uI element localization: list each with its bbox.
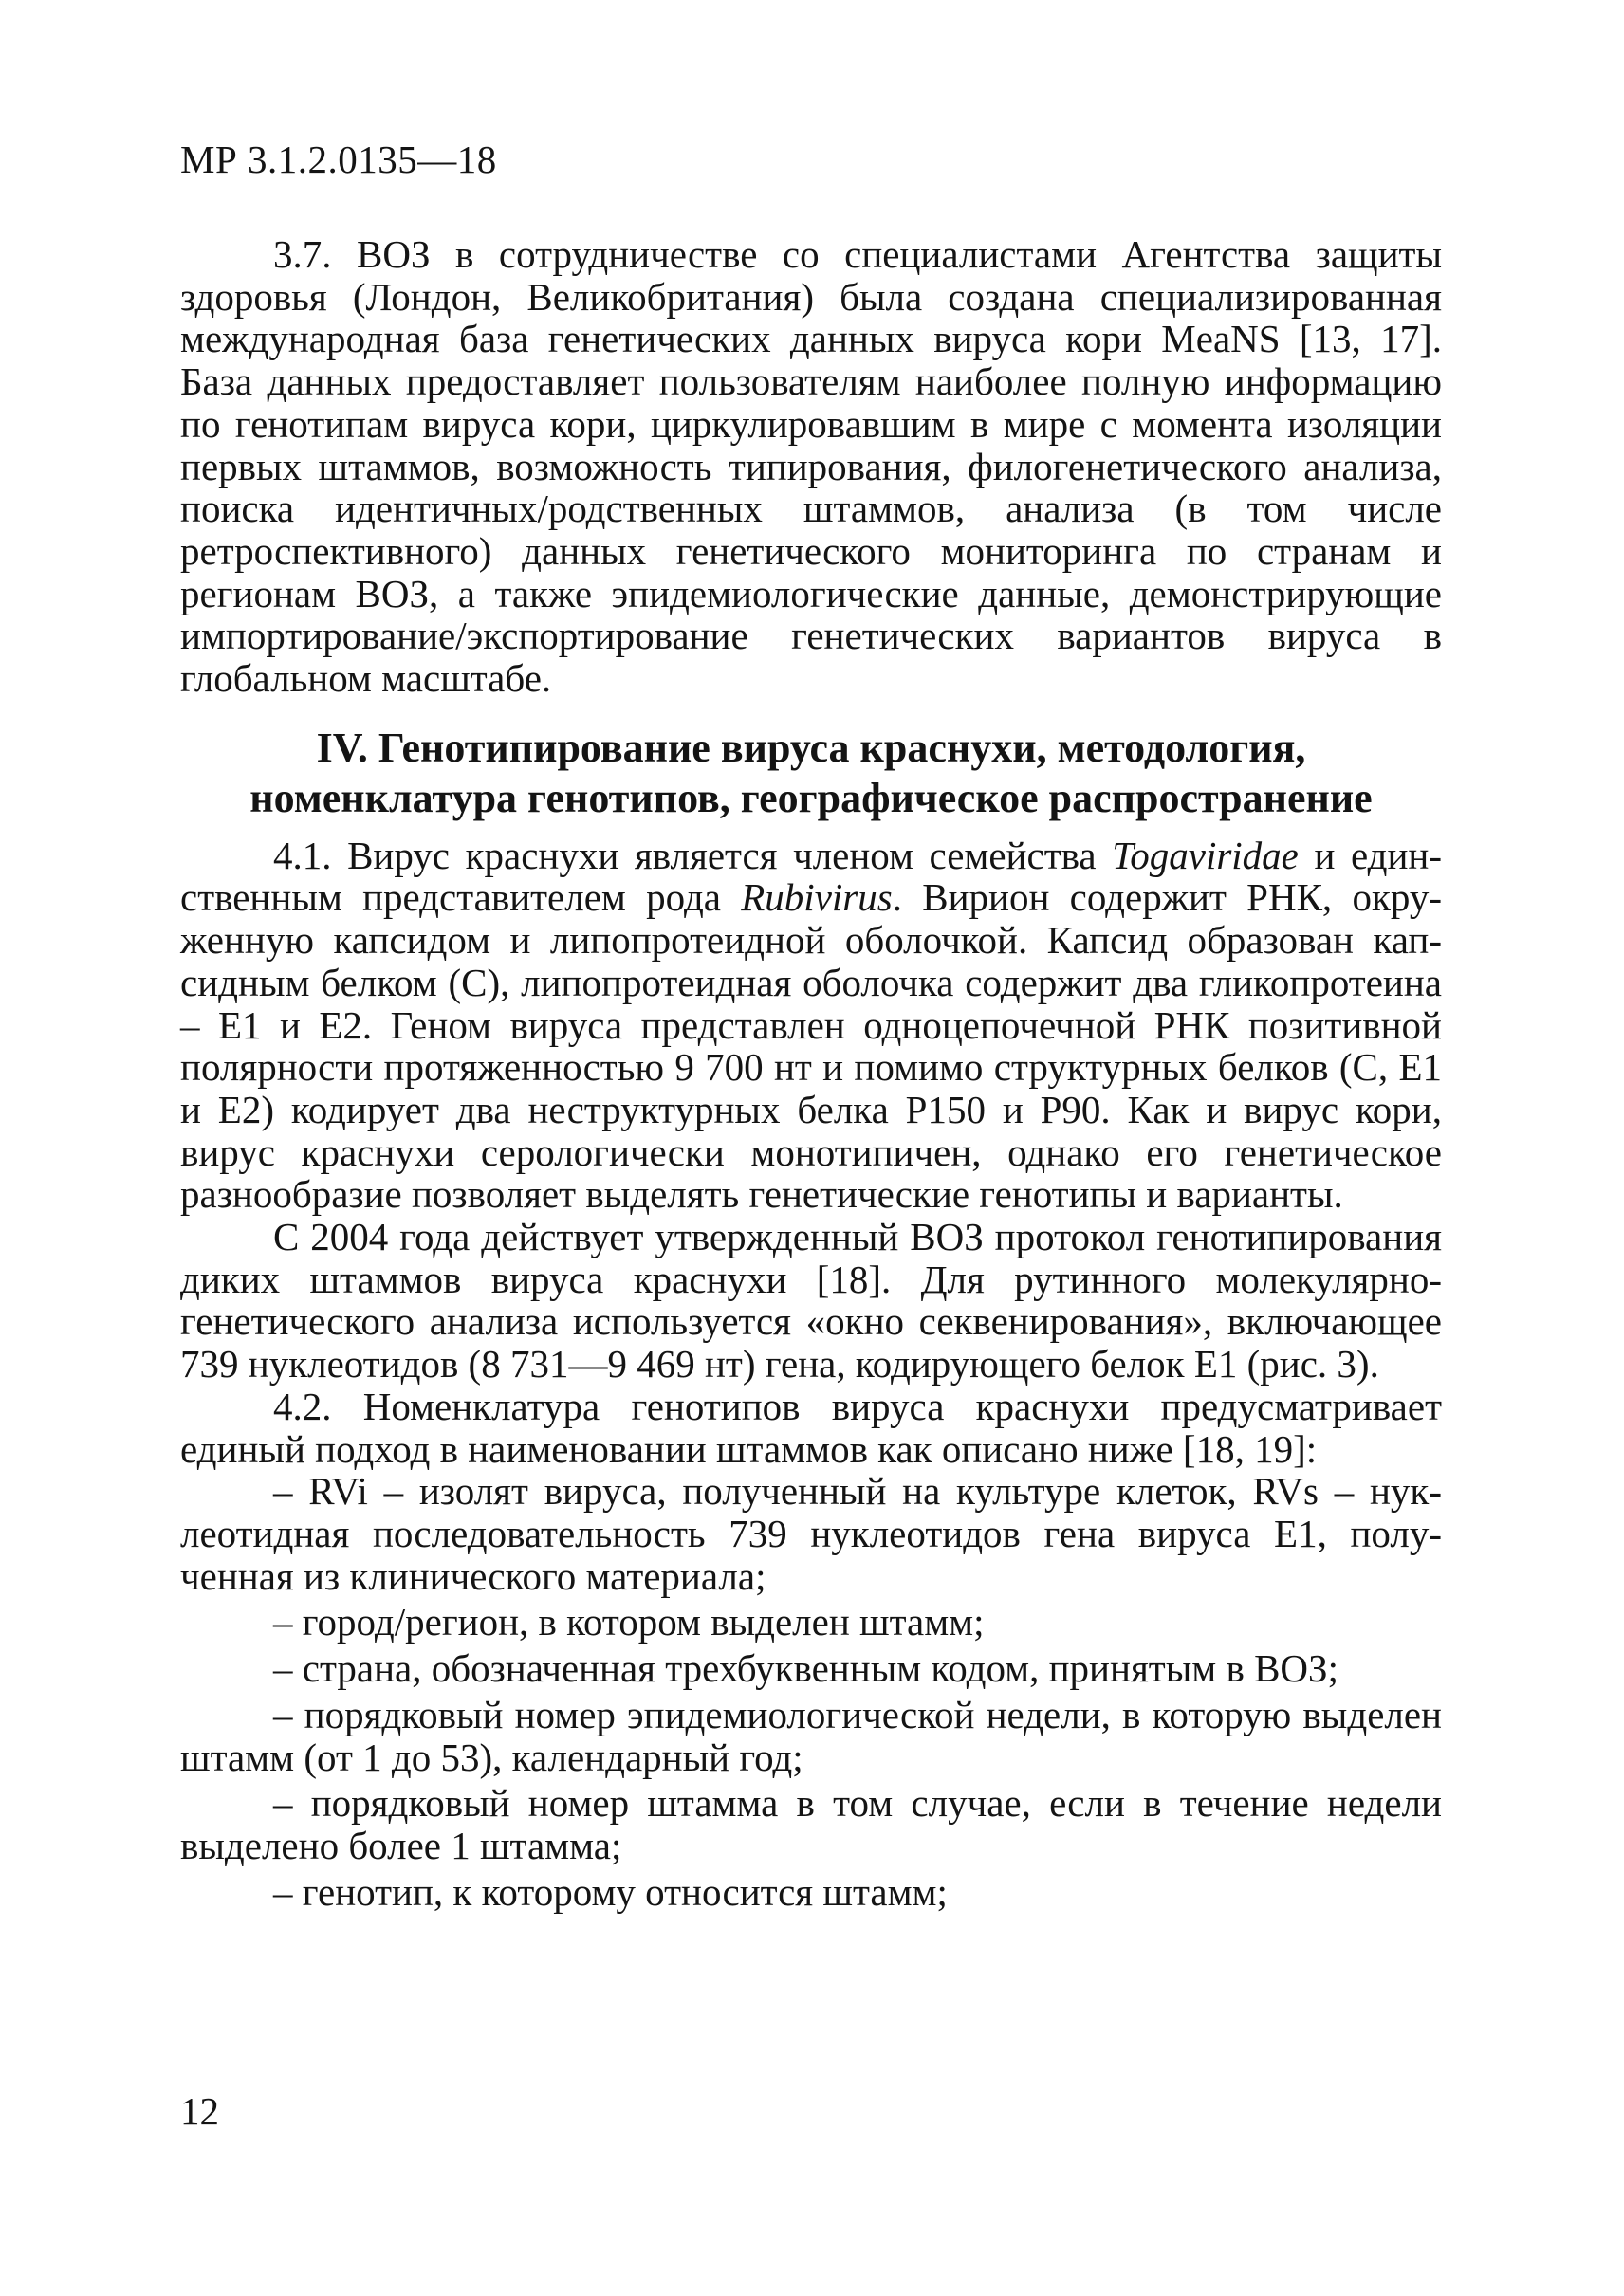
document-body (180, 233, 1442, 1913)
genus-name-rubivirus: Rubivirus (741, 875, 893, 920)
list-item: – RVi – изолят вируса, полученный на культуре клеток, RVs – нуклеотидная последовательность 739 нуклеотидов гена вируса Е1, полученная из клинического материала; (180, 1469, 1442, 1598)
list-item: – генотип, к которому относится штамм; (273, 1869, 948, 1914)
paragraph-4-1 (180, 835, 1442, 1216)
list-item: – порядковый номер штамма в том случае, если в течение недели выделено более 1 штамма; (180, 1781, 1442, 1867)
paragraph-4-1-start: 4.1. Вирус краснухи является членом семейства (273, 833, 1113, 877)
section-4-title-line-1: IV. Генотипирование вируса краснухи, методология, (316, 724, 1306, 771)
list-item: – город/регион, в котором выделен штамм; (273, 1600, 985, 1644)
paragraph-4-1-mid: и единственным представителем рода (180, 833, 1443, 920)
family-name-togaviridae: Togaviridae (1112, 833, 1299, 877)
section-4-title-line-2: номенклатура генотипов, географическое распространение (249, 774, 1373, 821)
document-code-header: МР 3.1.2.0135—18 (180, 138, 497, 181)
page-number: 12 (180, 2089, 219, 2133)
paragraph-2004-protocol: С 2004 года действует утвержденный ВОЗ протокол генотипирования диких штаммов вируса краснухи [18]. Для рутинного молекулярно-генетического анализа используется «окно секвенирования», включающее 739 нуклеотидов (8 731—9 469 нт) гена, кодирующего белок Е1 (рис. 3). (180, 1215, 1442, 1387)
paragraph-3-7: 3.7. ВОЗ в сотрудничестве со специалистами Агентства защиты здоровья (Лондон, Великобритания) была создана специализированная международная база генетических данных вируса кори MeaNS [13, 17]. База данных предоставляет пользователям наиболее полную информацию по генотипам вируса кори, циркулировавшим в мире с момента изоляции первых штаммов, возможность типирования, филогенетического анализа, поиска идентичных/родственных штаммов, анализа (в том числе ретроспективного) данных генетического мониторинга по странам и регионам ВОЗ, а также эпидемиологические данные, демонстрирующие импортирование/экспортирование генетических вариантов вируса в глобальном масштабе. (180, 232, 1442, 701)
section-4-title (180, 723, 1442, 823)
paragraph-4-2: 4.2. Номенклатура генотипов вируса краснухи предусматривает единый подход в наименовании штаммов как описано ниже [18, 19]: (180, 1384, 1442, 1471)
paragraph-4-1-end: . Вирион содержит РНК, окруженную капсидом и липопротеидной оболочкой. Капсид образован капсидным белком (С), липопротеидная оболочка содержит два гликопротеина – Е1 и Е2. Геном вируса представлен одноцепочечной РНК позитивной полярности протяженностью 9 700 нт и помимо структурных белков (С, Е1 и Е2) кодирует два неструктурных белка Р150 и Р90. Как и вирус кори, вирус краснухи серологически монотипичен, однако его генетическое разнообразие позволяет выделять генетические генотипы и варианты. (180, 875, 1442, 1217)
list-item: – порядковый номер эпидемиологической недели, в которую выделен штамм (от 1 до 53), календарный год; (180, 1692, 1442, 1779)
list-item: – страна, обозначенная трехбуквенным кодом, принятым в ВОЗ; (273, 1646, 1338, 1691)
